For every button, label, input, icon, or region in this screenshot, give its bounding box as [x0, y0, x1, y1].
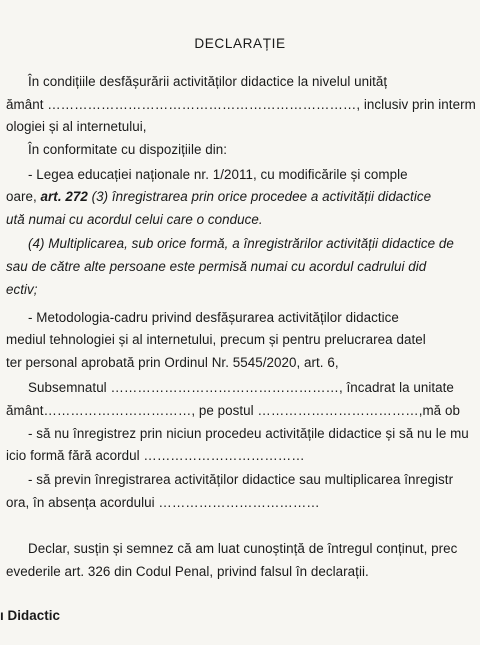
text-segment: ământ ……………………………………………………………, inclusiv prin interm: [6, 97, 476, 112]
text-segment: ută numai cu acordul celui care o conduce.: [6, 212, 263, 227]
paragraph-line: [28, 167, 408, 183]
paragraph-line: [6, 495, 320, 511]
paragraph-line: [6, 212, 263, 228]
text-segment: ologiei și al internetului,: [6, 119, 147, 134]
paragraph-line: [6, 119, 147, 135]
paragraph-line: [6, 448, 305, 464]
paragraph-line: [6, 332, 426, 348]
paragraph-line: [28, 426, 469, 442]
text-segment: Subsemnatul ……………………………………………, încadrat la unitate: [28, 380, 454, 395]
text-segment: - Metodologia-cadru privind desfășurarea activităților didactice: [28, 310, 399, 325]
text-segment: În condițiile desfășurării activităților didactice la nivelul unităț: [28, 74, 388, 89]
paragraph-line: [6, 355, 339, 371]
paragraph-line: [28, 472, 453, 488]
text-segment: - să nu înregistrez prin niciun procedeu activitățile didactice și să nu le mu: [28, 426, 469, 441]
paragraph-line: [6, 189, 431, 205]
paragraph-line: [6, 564, 369, 580]
text-segment: În conformitate cu dispozițiile din:: [28, 142, 228, 157]
text-segment: ora, în absența acordului ………………………………: [6, 495, 320, 510]
paragraph-line: [28, 74, 387, 90]
text-segment: Declar, susțin și semnez că am luat cunoștință de întregul conținut, prec: [28, 541, 458, 556]
paragraph-line: [28, 380, 454, 396]
text-segment: - Legea educației naționale nr. 1/2011, cu modificările și comple: [28, 167, 408, 182]
text-segment: - să previn înregistrarea activităților didactice sau multiplicarea înregistr: [28, 472, 454, 487]
text-segment: ı Didactic: [0, 608, 61, 623]
paragraph-line: [6, 282, 38, 298]
document-title: DECLARAȚIE: [194, 36, 286, 51]
paragraph-line: [6, 259, 426, 275]
text-segment: (4) Multiplicarea, sub orice formă, a înregistrărilor activității didactice de: [28, 236, 454, 251]
paragraph-line: [28, 142, 227, 158]
paragraph-line: [28, 310, 399, 326]
text-segment: mediul tehnologiei și al internetului, precum și pentru prelucrarea datel: [6, 332, 426, 347]
text-segment: sau de către alte persoane este permisă numai cu acordul cadrului did: [6, 259, 427, 274]
text-segment: (3) înregistrarea prin orice procedee a activității didactice: [87, 189, 432, 204]
text-segment: oare,: [6, 189, 41, 204]
text-segment: ter personal aprobată prin Ordinul Nr. 5545/2020, art. 6,: [6, 355, 339, 370]
paragraph-line: [6, 97, 476, 113]
text-segment: icio formă fără acordul ………………………………: [6, 448, 305, 463]
text-segment: art. 272: [40, 189, 88, 204]
paragraph-line: [28, 541, 457, 557]
text-segment: evederile art. 326 din Codul Penal, privind falsul în declarații.: [6, 564, 369, 579]
text-segment: ământ……………………………, pe postul ………………………………,mă ob: [6, 403, 460, 418]
signature-label: [0, 608, 60, 624]
paragraph-line: [6, 403, 460, 419]
text-segment: ectiv;: [6, 282, 38, 297]
paragraph-line: [28, 236, 454, 252]
